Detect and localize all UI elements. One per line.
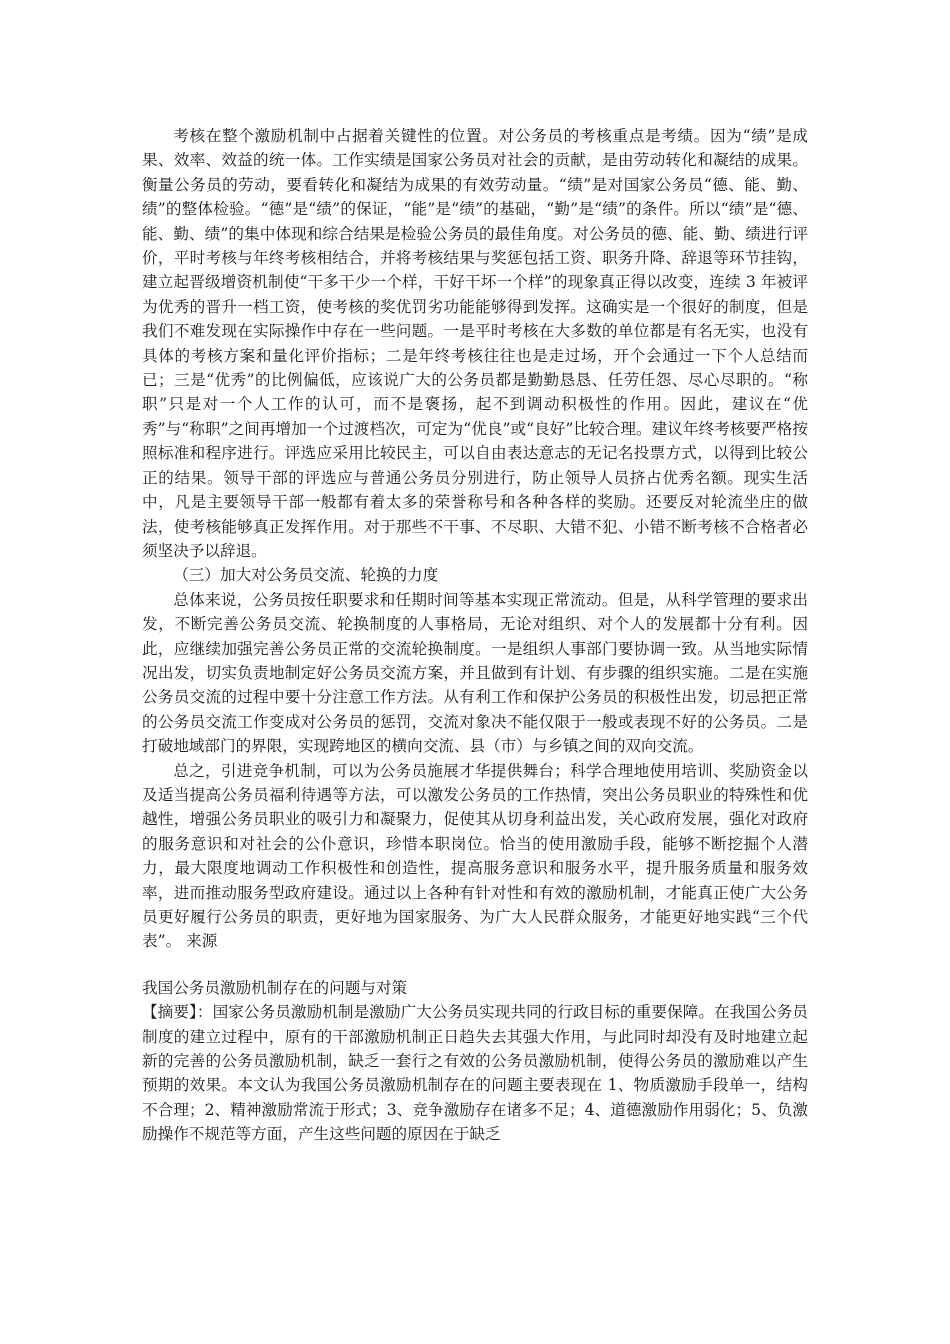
section-heading: （三）加大对公务员交流、轮换的力度	[173, 566, 439, 585]
paragraph-exchange: 总体来说，公务员按任职要求和任期时间等基本实现正常流动。但是，从科学管理的要求出发，不断完善公务员交流、轮换制度的人事格局，无论对组织、对个人的发展都十分有利。因此，应继续加强完善公务员正常的交流轮换制度。一是组织人事部门要协调一致。从当地实际情况出发，切实负责地制定好公务员交流方案，并且做到有计划、有步骤的组织实施。二是在实施公务员交流的过程中要十分注意工作方法。从有利工作和保护公务员的积极性出发，切忌把正常的公务员交流工作变成对公务员的惩罚，交流对象决不能仅限于一般或表现不好的公务员。二是打破地域部门的界限，实现跨地区的横向交流、县（市）与乡镇之间的双向交流。	[142, 590, 808, 756]
spacer	[142, 954, 808, 976]
abstract-label: 【摘要】：	[142, 1003, 213, 1022]
abstract-text: 国家公务员激励机制是激励广大公务员实现共同的行政目标的重要保障。在我国公务员制度的建立过程中，原有的干部激励机制正日趋失去其强大作用，与此同时却没有及时地建立起新的完善的公务员激励机制，缺乏一套行之有效的公务员激励机制，使得公务员的激励难以产生预期的效果。本文认为我国公务员激励机制存在的问题主要表现在 1、物质激励手段单一，结构不合理；2、精神激励常流于形式；3、竞争激励存在诸多不足；4、道德激励作用弱化；5、负激励操作不规范等方面，产生这些问题的原因在于缺乏	[142, 1003, 808, 1144]
paragraph-conclusion: 总之，引进竞争机制，可以为公务员施展才华提供舞台；科学合理地使用培训、奖励资金以及适当提高公务员福利待遇等方法，可以激发公务员的工作热情，突出公务员职业的特殊性和优越性，增强公务员职业的吸引力和凝聚力，促使其从切身利益出发，关心政府发展，强化对政府的服务意识和对社会的公仆意识，珍惜本职岗位。恰当的使用激励手段，能够不断挖掘个人潜力，最大限度地调动工作积极性和创造性，提高服务意识和服务水平，提升服务质量和服务效率，进而推动服务型政府建设。通过以上各种有针对性和有效的激励机制，才能真正使广大公务员更好履行公务员的职责，更好地为国家服务、为广大人民群众服务，才能更好地实践“三个代表”。 来源	[142, 761, 808, 951]
document-page	[142, 124, 808, 1147]
abstract-paragraph	[142, 1000, 808, 1146]
article-title: 我国公务员激励机制存在的问题与对策	[142, 978, 408, 997]
paragraph-assessment: 考核在整个激励机制中占据着关键性的位置。对公务员的考核重点是考绩。因为“绩”是成果、效率、效益的统一体。工作实绩是国家公务员对社会的贡献，是由劳动转化和凝结的成果。衡量公务员的劳动，要看转化和凝结为成果的有效劳动量。“绩”是对国家公务员“德、能、勤、绩”的整体检验。“德”是“绩”的保证，“能”是“绩”的基础，“勤”是“绩”的条件。所以“绩”是“德、能、勤、绩”的集中体现和综合结果是检验公务员的最佳角度。对公务员的德、能、勤、绩进行评价，平时考核与年终考核相结合，并将考核结果与奖惩包括工资、职务升降、辞退等环节挂钩，建立起晋级增资机制使“干多干少一个样，干好干坏一个样”的现象真正得以改变，连续 3 年被评为优秀的晋升一档工资，使考核的奖优罚劣功能能够得到发挥。这确实是一个很好的制度，但是我们不难发现在实际操作中存在一些问题。一是平时考核在大多数的单位都是有名无实，也没有具体的考核方案和量化评价指标；二是年终考核往往也是走过场，开个会通过一下个人总结而已；三是“优秀”的比例偏低，应该说广大的公务员都是勤勤恳恳、任劳任怨、尽心尽职的。“称职”只是对一个人工作的认可，而不是褒扬，起不到调动积极性的作用。因此，建议在“优秀”与“称职”之间再增加一个过渡档次，可定为“优良”或“良好”比较合理。建议年终考核要严格按照标准和程序进行。评选应采用比较民主，可以自由表达意志的无记名投票方式，以得到比较公正的结果。领导干部的评选应与普通公务员分别进行，防止领导人员挤占优秀名额。现实生活中，凡是主要领导干部一般都有着太多的荣誉称号和各种各样的奖励。还要反对轮流坐庄的做法，使考核能够真正发挥作用。对于那些不干事、不尽职、大错不犯、小错不断考核不合格者必须坚决予以辞退。	[142, 127, 808, 560]
